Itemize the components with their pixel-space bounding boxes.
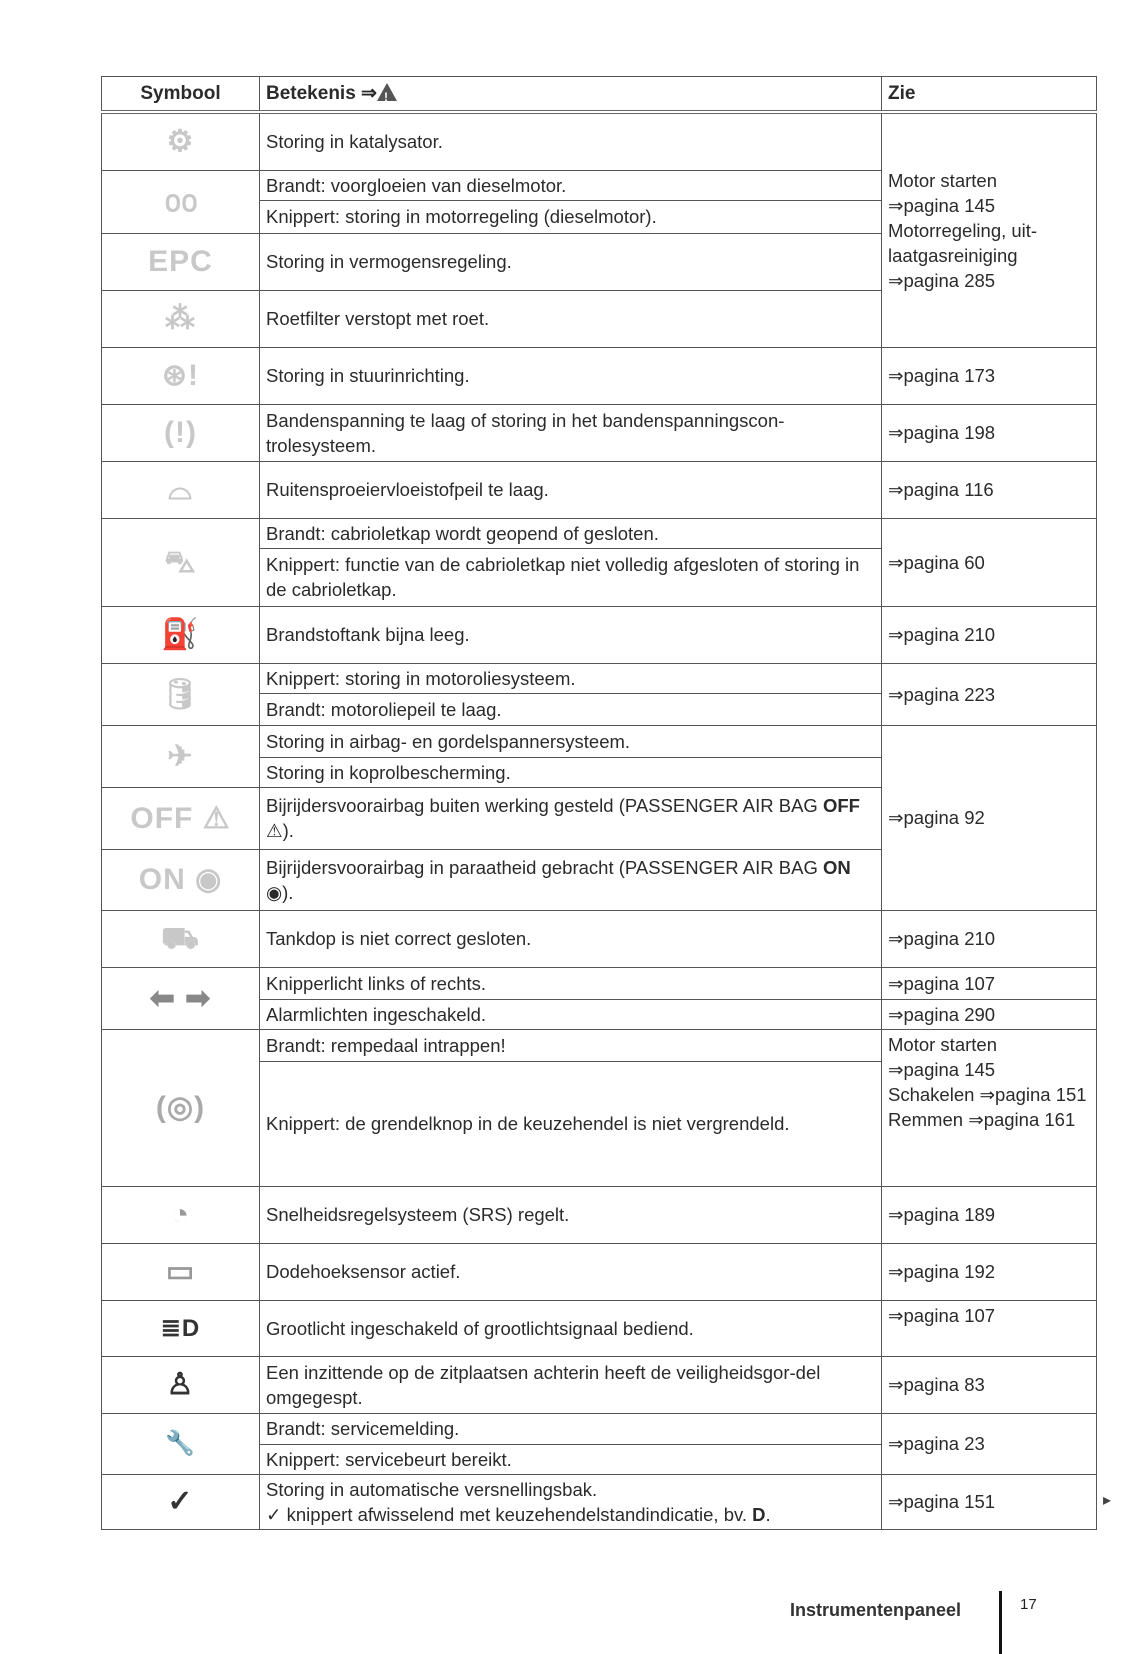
warning-triangle-icon [377, 83, 397, 101]
see-line: Motor starten [888, 1033, 997, 1055]
meaning-cell: Knippert: de grendelknop in de keuzehendel is niet vergrendeld. [260, 1061, 882, 1186]
steering-fault-icon: ⊛! [102, 347, 260, 404]
see-line: ⇒pagina 285 [888, 269, 996, 291]
see-link[interactable]: Schakelen ⇒pagina 151 [888, 1083, 1087, 1105]
page-number: 17 [1020, 1596, 1037, 1613]
table-row [102, 725, 1097, 757]
see-link[interactable]: ⇒pagina 173 [882, 347, 1097, 404]
see-link[interactable]: ⇒pagina 60 [882, 518, 1097, 606]
see-link[interactable]: ⇒pagina 116 [882, 461, 1097, 518]
meaning-cell: Brandt: motoroliepeil te laag. [260, 693, 882, 725]
meaning-cell: Knipperlicht links of rechts. [260, 967, 882, 999]
meaning-cell: Dodehoeksensor actief. [260, 1243, 882, 1300]
header-see: Zie [882, 77, 1097, 113]
table-row [102, 404, 1097, 461]
cruise-control-icon: ◔ [102, 1186, 260, 1243]
see-link[interactable]: ⇒pagina 23 [882, 1413, 1097, 1474]
see-link[interactable]: ⇒pagina 198 [882, 404, 1097, 461]
see-link[interactable]: ⇒pagina 290 [882, 999, 1097, 1029]
convertible-roof-icon: ⛍ [102, 518, 260, 606]
see-cell [882, 112, 1097, 347]
footer-divider [999, 1591, 1002, 1654]
meaning-cell: Storing in airbag- en gordelspannersysteem. [260, 725, 882, 757]
passenger-airbag-on-icon: ON ◉ [102, 849, 260, 910]
airbag-icon: ✈ [102, 725, 260, 787]
meaning-cell: Alarmlichten ingeschakeld. [260, 999, 882, 1029]
meaning-cell: Knippert: storing in motoroliesysteem. [260, 663, 882, 693]
meaning-cell: Bijrijdersvoorairbag in paraatheid gebracht (PASSENGER AIR BAG ON ◉). [260, 849, 882, 910]
table-row [102, 1300, 1097, 1356]
see-cell [882, 1029, 1097, 1186]
see-link[interactable]: ⇒pagina 223 [882, 663, 1097, 725]
see-line: Motor starten [888, 169, 997, 191]
table-header [102, 77, 1097, 113]
high-beam-icon: ≣D [102, 1300, 260, 1356]
tire-pressure-icon: (!) [102, 404, 260, 461]
see-line: Motorregeling, uit-laatgasreiniging [888, 219, 1038, 266]
meaning-cell: Knippert: servicebeurt bereikt. [260, 1444, 882, 1474]
warning-lights-table [101, 76, 1097, 1530]
meaning-cell: Ruitensproeiervloeistofpeil te laag. [260, 461, 882, 518]
table-row [102, 347, 1097, 404]
table-row [102, 1356, 1097, 1413]
meaning-cell: Snelheidsregelsysteem (SRS) regelt. [260, 1186, 882, 1243]
table-row [102, 461, 1097, 518]
meaning-cell: Storing in stuurinrichting. [260, 347, 882, 404]
epc-icon: EPC [102, 233, 260, 290]
see-line: ⇒pagina 145 [888, 194, 996, 216]
fuel-pump-icon: ⛽ [102, 606, 260, 663]
table-row [102, 967, 1097, 999]
fuel-cap-icon: ⛟ [102, 910, 260, 967]
meaning-cell: Knippert: functie van de cabrioletkap niet volledig afgesloten of storing in de cabrioletkap. [260, 548, 882, 606]
see-link[interactable]: ⇒pagina 92 [882, 725, 1097, 910]
meaning-cell: Grootlicht ingeschakeld of grootlichtsignaal bediend. [260, 1300, 882, 1356]
meaning-cell: Storing in automatische versnellingsbak. ✓ knippert afwisselend met keuzehendelstandindicatie, bv. D. [260, 1474, 882, 1529]
brake-pedal-icon: (◎) [102, 1029, 260, 1186]
meaning-cell: Brandt: voorgloeien van dieselmotor. [260, 170, 882, 200]
meaning-cell: Bandenspanning te laag of storing in het bandenspanningscon-trolesysteem. [260, 404, 882, 461]
glow-plug-icon: ൦൦ [102, 170, 260, 233]
see-link[interactable]: ⇒pagina 210 [882, 606, 1097, 663]
table-row [102, 518, 1097, 548]
table-row [102, 663, 1097, 693]
meaning-cell: Roetfilter verstopt met roet. [260, 290, 882, 347]
see-link[interactable]: ⇒pagina 145 [888, 1058, 996, 1080]
table-row [102, 606, 1097, 663]
see-link[interactable]: ⇒pagina 107 [882, 1300, 1097, 1356]
meaning-cell: Storing in katalysator. [260, 112, 882, 170]
table-row [102, 1474, 1097, 1529]
seatbelt-icon: ♙ [102, 1356, 260, 1413]
see-link[interactable]: ⇒pagina 107 [882, 967, 1097, 999]
meaning-cell: Brandstoftank bijna leeg. [260, 606, 882, 663]
meaning-cell: Storing in vermogensregeling. [260, 233, 882, 290]
table-row [102, 1029, 1097, 1061]
passenger-airbag-off-icon: OFF ⚠ [102, 787, 260, 849]
continue-marker: ▸ [1103, 1492, 1112, 1509]
see-link[interactable]: ⇒pagina 210 [882, 910, 1097, 967]
turn-signal-icon: ⬅ ➡ [102, 967, 260, 1029]
see-link[interactable]: ⇒pagina 189 [882, 1186, 1097, 1243]
diesel-particulate-filter-icon: ⁂ [102, 290, 260, 347]
see-link[interactable]: ⇒pagina 83 [882, 1356, 1097, 1413]
table-row [102, 1186, 1097, 1243]
table-row [102, 1243, 1097, 1300]
meaning-cell: Knippert: storing in motorregeling (dieselmotor). [260, 200, 882, 233]
header-meaning: Betekenis ⇒! [260, 77, 882, 113]
table-row [102, 1413, 1097, 1444]
meaning-cell: Brandt: rempedaal intrappen! [260, 1029, 882, 1061]
gearbox-fault-icon: ✓ [102, 1474, 260, 1529]
washer-fluid-icon: ⌓ [102, 461, 260, 518]
see-link[interactable]: ⇒pagina 192 [882, 1243, 1097, 1300]
table-row [102, 112, 1097, 170]
wrench-icon: 🔧 [102, 1413, 260, 1474]
section-title: Instrumentenpaneel [790, 1600, 962, 1620]
meaning-cell: Brandt: cabrioletkap wordt geopend of gesloten. [260, 518, 882, 548]
meaning-cell: Een inzittende op de zitplaatsen achterin heeft de veiligheidsgor-del omgegespt. [260, 1356, 882, 1413]
meaning-cell: Storing in koprolbescherming. [260, 757, 882, 787]
meaning-cell: Brandt: servicemelding. [260, 1413, 882, 1444]
table-row [102, 910, 1097, 967]
header-symbol: Symbool [102, 77, 260, 113]
see-link[interactable]: ⇒pagina 151 [882, 1474, 1097, 1529]
see-link[interactable]: Remmen ⇒pagina 161 [888, 1108, 1076, 1130]
meaning-cell: Tankdop is niet correct gesloten. [260, 910, 882, 967]
blind-spot-icon: ▭ [102, 1243, 260, 1300]
engine-check-icon: ⚙ [102, 112, 260, 170]
meaning-cell: Bijrijdersvoorairbag buiten werking gesteld (PASSENGER AIR BAG OFF ⚠). [260, 787, 882, 849]
oil-can-icon: 🛢 [102, 663, 260, 725]
